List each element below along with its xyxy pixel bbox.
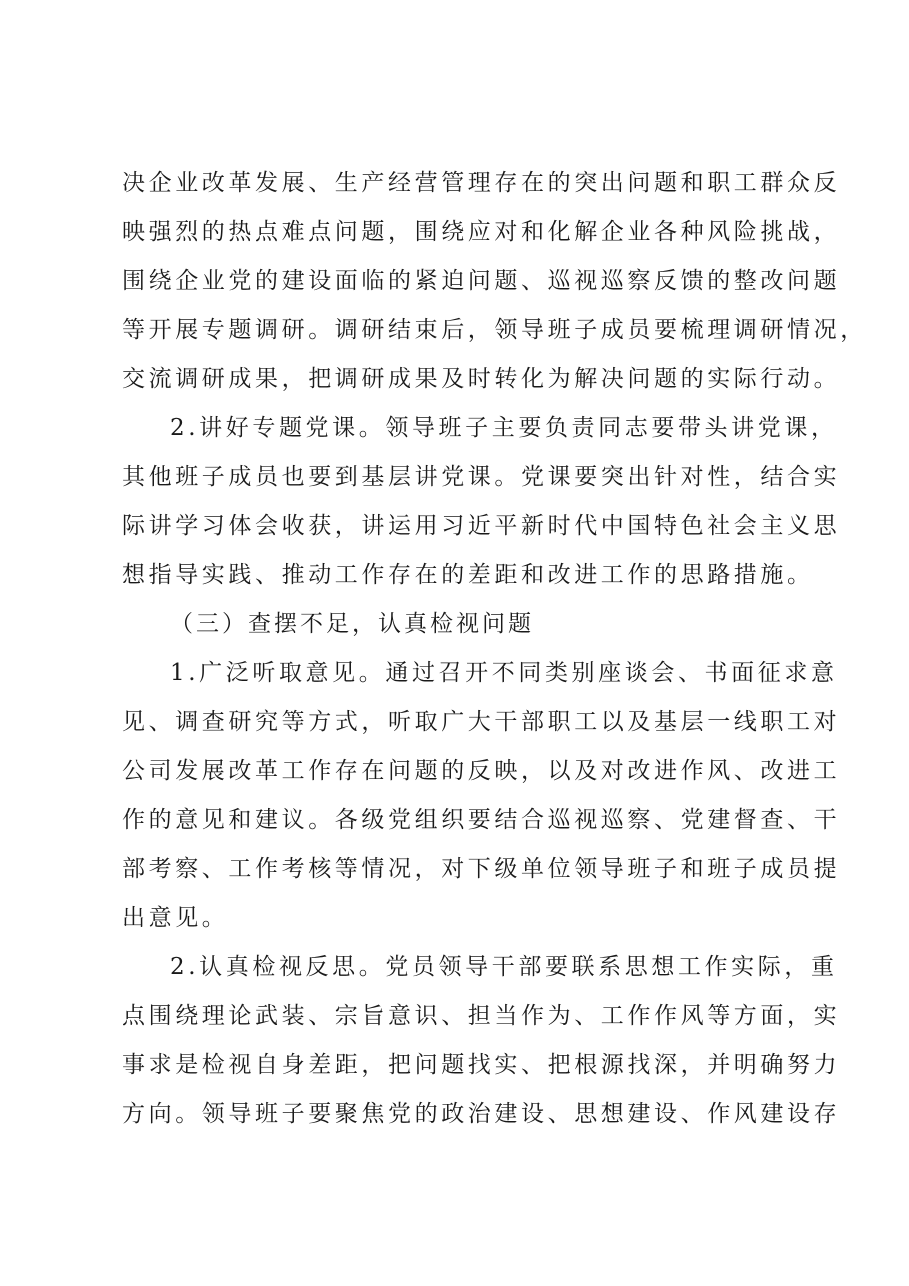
text-line: 作的意见和建议。各级党组织要结合巡视巡察、党建督查、干: [122, 807, 841, 833]
text-line: 想指导实践、推动工作存在的差距和改进工作的思路措施。: [122, 562, 814, 588]
text-line: 其他班子成员也要到基层讲党课。党课要突出针对性，结合实: [122, 464, 841, 490]
text-line: 见、调查研究等方式，听取广大干部职工以及基层一线职工对: [122, 709, 841, 735]
text-line: 际讲学习体会收获，讲运用习近平新时代中国特色社会主义思: [122, 513, 841, 539]
paragraph-start-line: 1.广泛听取意见。通过召开不同类别座谈会、书面征求意: [170, 660, 838, 686]
text-line: 出意见。: [122, 905, 229, 931]
section-heading: （三）查摆不足，认真检视问题: [170, 611, 534, 637]
text-line: 决企业改革发展、生产经营管理存在的突出问题和职工群众反: [122, 170, 841, 196]
text-line: 方向。领导班子要聚焦党的政治建设、思想建设、作风建设存: [122, 1101, 841, 1127]
text-line: 映强烈的热点难点问题，围绕应对和化解企业各种风险挑战，: [122, 219, 841, 245]
paragraph-start-line: 2.讲好专题党课。领导班子主要负责同志要带头讲党课，: [170, 415, 838, 441]
text-line: 部考察、工作考核等情况，对下级单位领导班子和班子成员提: [122, 856, 841, 882]
text-line: 事求是检视自身差距，把问题找实、把根源找深，并明确努力: [122, 1052, 841, 1078]
text-line: 公司发展改革工作存在问题的反映，以及对改进作风、改进工: [122, 758, 841, 784]
text-line: 围绕企业党的建设面临的紧迫问题、巡视巡察反馈的整改问题: [122, 268, 841, 294]
text-line: 点围绕理论武装、宗旨意识、担当作为、工作作风等方面，实: [122, 1003, 841, 1029]
text-line: 交流调研成果，把调研成果及时转化为解决问题的实际行动。: [122, 366, 841, 392]
paragraph-start-line: 2.认真检视反思。党员领导干部要联系思想工作实际，重: [170, 954, 838, 980]
text-line: 等开展专题调研。调研结束后，领导班子成员要梳理调研情况，: [122, 317, 867, 343]
